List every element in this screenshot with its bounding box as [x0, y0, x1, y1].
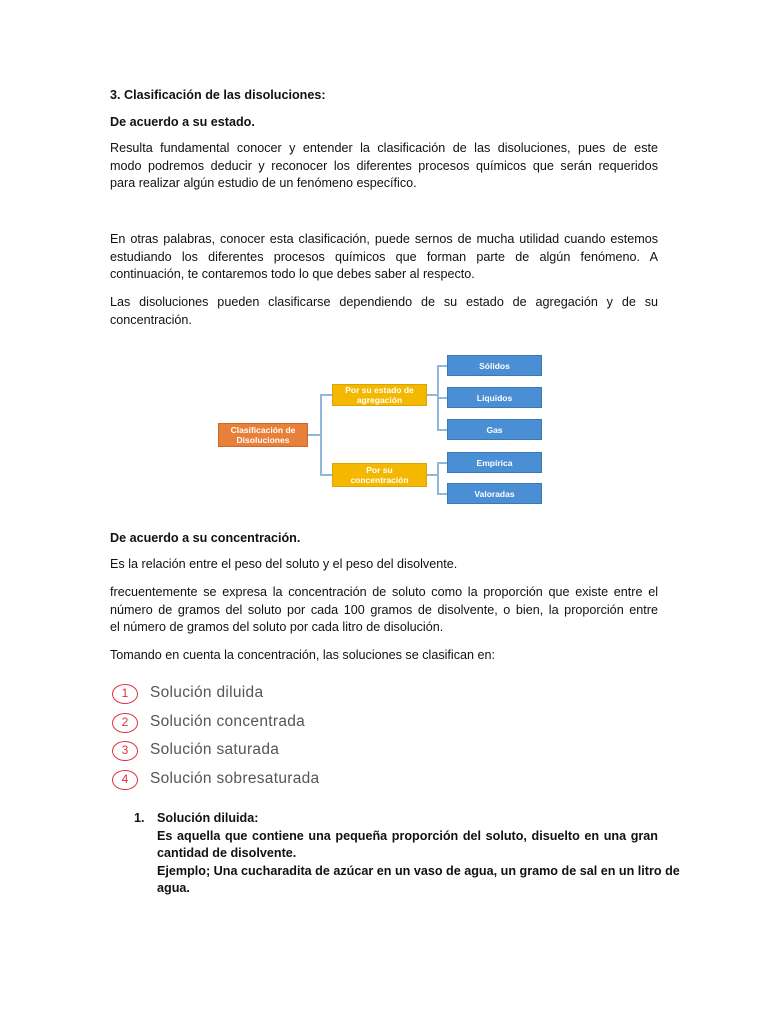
text-line: En otras palabras, conocer esta clasificación, puede sernos de mucha utilidad cuando estemos	[110, 232, 658, 246]
text-line: modo podremos deducir y reconocer los diferentes procesos químicos que serán requeridos	[110, 158, 658, 173]
text-line: para realizar algún estudio de un fenómeno específico.	[110, 176, 417, 190]
text-line: concentración.	[110, 312, 192, 327]
section-heading: 3. Clasificación de las disoluciones:	[110, 88, 326, 102]
list-item	[110, 711, 370, 740]
text-line: Ejemplo; Una cucharadita de azúcar en un vaso de agua, un gramo de sal en un litro de	[157, 863, 680, 878]
text-line: Resulta fundamental conocer y entender la clasificación de las disoluciones, pues de este	[110, 141, 658, 155]
list-item-body	[157, 810, 680, 898]
connector	[320, 394, 322, 476]
text-line: continuación, te contaremos todo lo que debes saber al respecto.	[110, 267, 475, 281]
text-line: el número de gramos del soluto por cada litro de disolución.	[110, 620, 444, 634]
node-concentration: Por su concentración	[332, 463, 427, 487]
connector	[320, 474, 332, 476]
paragraph-definition: Es la relación entre el peso del soluto y el peso del disolvente.	[110, 557, 458, 571]
connector	[308, 434, 320, 436]
node-gas: Gas	[447, 419, 542, 440]
text-line: agua.	[157, 881, 190, 895]
list-item	[110, 768, 370, 797]
subheading-concentration: De acuerdo a su concentración.	[110, 531, 301, 545]
connector	[437, 365, 447, 367]
paragraph-importance	[110, 140, 658, 193]
connector	[437, 397, 447, 399]
number-circle-icon: 2	[112, 713, 138, 733]
list-item	[110, 739, 370, 768]
text-line: estudiando los diferentes procesos químicos que forman parte de algún fenómeno. A	[110, 249, 658, 264]
node-solids: Sólidos	[447, 355, 542, 376]
paragraph-expression	[110, 584, 658, 637]
node-liquids: Líquidos	[447, 387, 542, 408]
connector	[437, 493, 447, 495]
connector	[437, 462, 447, 464]
list-item-label: Solución saturada	[150, 741, 280, 758]
paragraph-intro-types: Tomando en cuenta la concentración, las soluciones se clasifican en:	[110, 648, 496, 662]
list-item-title: Solución diluida:	[157, 811, 259, 825]
list-item-label: Solución concentrada	[150, 712, 306, 730]
paragraph-utility	[110, 231, 658, 284]
subheading-state: De acuerdo a su estado.	[110, 115, 255, 129]
text-line: cantidad de disolvente.	[157, 846, 297, 860]
number-circle-icon: 1	[112, 684, 138, 704]
node-aggregation-state: Por su estado de agregación	[332, 384, 427, 406]
number-circle-icon: 3	[112, 741, 138, 761]
node-root: Clasificación de Disoluciones	[218, 423, 308, 447]
connector	[437, 462, 439, 495]
connector	[320, 394, 332, 396]
text-line: número de gramos del soluto por cada 100 gramos de disolvente, o bien, la proporción entre	[110, 602, 658, 617]
connector	[427, 394, 437, 396]
text-line: frecuentemente se expresa la concentración de soluto como la proporción que existe entre el	[110, 585, 658, 599]
classification-diagram	[210, 345, 550, 510]
node-empirical: Empírica	[447, 452, 542, 473]
node-valued: Valoradas	[447, 483, 542, 504]
connector	[437, 429, 447, 431]
list-item-label: Solución sobresaturada	[150, 769, 320, 787]
connector	[427, 474, 437, 476]
text-line: Las disoluciones pueden clasificarse dependiendo de su estado de agregación y de su	[110, 295, 658, 309]
solution-types-list	[110, 682, 370, 796]
list-number: 1.	[134, 811, 145, 825]
number-circle-icon: 4	[112, 770, 138, 790]
paragraph-classification	[110, 294, 658, 329]
list-item	[110, 682, 370, 711]
text-line: Es aquella que contiene una pequeña proporción del soluto, disuelto en una gran	[157, 828, 658, 843]
list-item-label: Solución diluida	[150, 684, 264, 701]
